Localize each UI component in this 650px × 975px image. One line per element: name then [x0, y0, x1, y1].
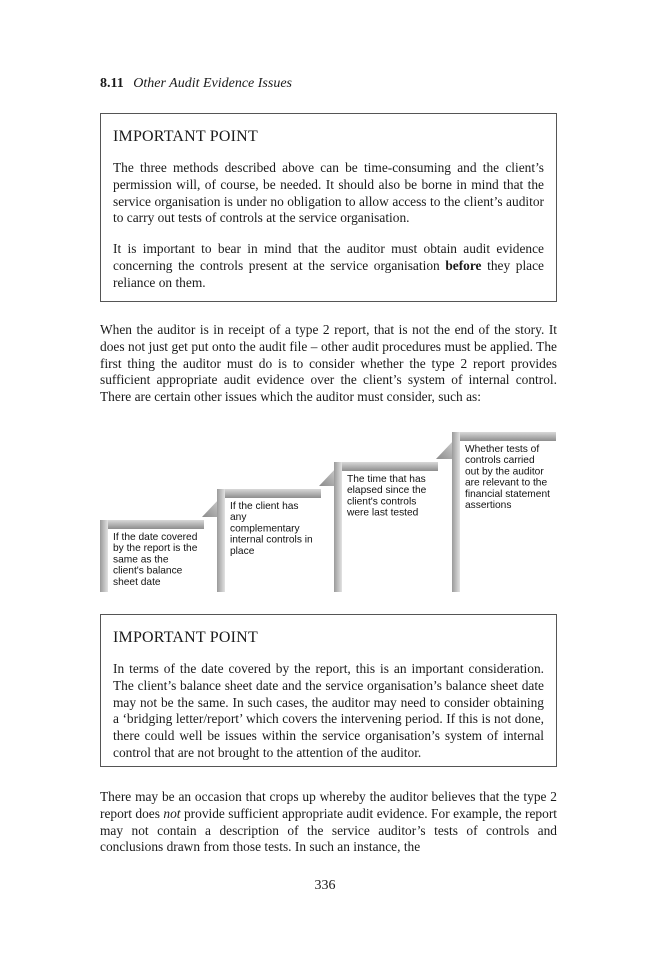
section-title: Other Audit Evidence Issues	[133, 76, 292, 91]
step-label-line: sheet date	[113, 576, 161, 588]
section-number: 8.11	[100, 76, 124, 91]
body-paragraph	[100, 789, 557, 856]
text-span: There may be an occasion that crops up whereby the auditor believes that the type 2 report does	[100, 789, 557, 821]
step-post	[452, 432, 460, 592]
step-bar	[452, 432, 556, 441]
step-label-line: internal controls in	[230, 534, 313, 546]
step-label-line: elapsed since the	[347, 485, 427, 497]
step-post	[334, 462, 342, 592]
step-1	[100, 498, 220, 592]
step-bar	[334, 462, 438, 471]
running-header	[100, 76, 292, 92]
step-label-line: were last tested	[347, 507, 419, 519]
step-label-line: any	[230, 512, 247, 524]
step-bar	[100, 520, 204, 529]
step-label-line: Whether tests of	[465, 444, 540, 455]
step-arrow-triangle	[436, 440, 454, 459]
body-paragraph: When the auditor is in receipt of a type 2 report, that is not the end of the story. It does not just get put onto the audit file – other audit procedures must be applied. The first thing the auditor must do is to consider whether the type 2 report provides sufficient appropriate audit evidence over the client’s system of internal control. There are certain other issues which the auditor must consider, such as:	[100, 322, 557, 405]
step-label-line: are relevant to the	[465, 477, 548, 489]
step-2	[217, 467, 337, 592]
step-label-line: If the date covered	[113, 532, 198, 543]
text-span: It is important to bear in mind that the auditor must obtain audit evidence concerning the controls present at the service organisation	[113, 241, 544, 273]
text-span: provide sufficient appropriate audit evidence. For example, the report may not contain a description of the service auditor’s tests of controls and conclusions drawn from those tests. In such an instance, the	[100, 805, 558, 855]
step-post	[100, 520, 108, 592]
step-label-line: The time that has	[347, 474, 426, 485]
step-4	[452, 432, 556, 592]
step-label-line: financial statement	[465, 488, 550, 500]
important-point-paragraph: The three methods described above can be time-consuming and the client’s permission will, of course, be needed. It should also be borne in mind that the service organisation is under no obligation to allow access to the client’s auditor to carry out tests of controls at the service organisation.	[113, 160, 544, 226]
step-label-line: out by the auditor	[465, 466, 544, 478]
important-point-paragraph: In terms of the date covered by the report, this is an important consideration. The client’s balance sheet date and the service organisation’s balance sheet date may not be the same. In such cases, the auditor may need to consider obtaining a ‘bridging letter/report’ which covers the intervening period. If this is not done, there could well be issues within the service organisation’s system of internal control that are not brought to the attention of the auditor.	[113, 661, 544, 760]
text-span: they place reliance on them.	[113, 257, 545, 290]
page-number: 336	[314, 878, 336, 893]
step-label-line: by the report is the	[113, 543, 198, 555]
important-point-heading: IMPORTANT POINT	[113, 128, 258, 145]
step-label-line: If the client has	[230, 501, 299, 512]
step-label-line: client's balance	[113, 565, 183, 577]
italic-emphasis: not	[163, 805, 181, 821]
step-bar	[217, 489, 321, 498]
important-point-box-1	[100, 113, 557, 302]
step-label-line: client's controls	[347, 496, 417, 508]
step-post	[217, 489, 225, 592]
steps-diagram	[96, 432, 562, 592]
step-label-line: complementary	[230, 523, 300, 535]
step-label-line: same as the	[113, 554, 169, 566]
step-label-line: controls carried	[465, 455, 535, 467]
step-3	[334, 440, 454, 592]
step-label-line: place	[230, 545, 255, 557]
important-point-heading: IMPORTANT POINT	[113, 629, 258, 646]
step-label-line: assertions	[465, 500, 512, 511]
important-point-paragraph	[113, 241, 544, 291]
bold-emphasis: before	[445, 257, 482, 273]
important-point-box-2	[100, 614, 557, 767]
